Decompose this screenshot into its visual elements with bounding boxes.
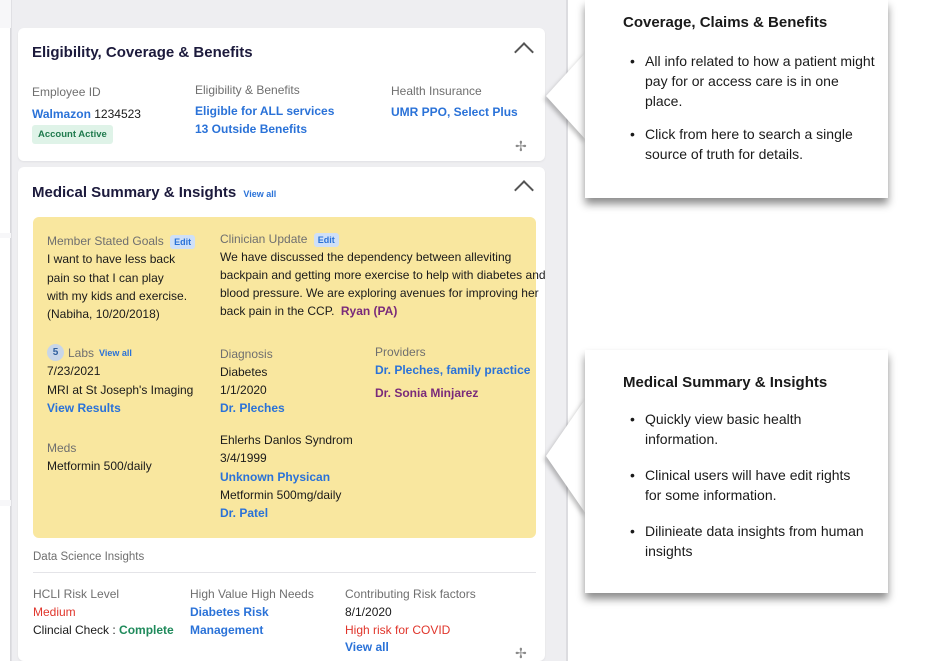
edge-card-stub — [0, 238, 11, 500]
hvhn-label: High Value High Needs — [190, 587, 314, 601]
clinician-author-link[interactable]: Ryan (PA) — [340, 304, 398, 318]
eligibility-card-title: Eligibility, Coverage & Benefits — [32, 44, 253, 61]
chevron-up-icon[interactable] — [514, 42, 534, 62]
employee-id-label: Employee ID — [32, 85, 101, 99]
data-science-heading: Data Science Insights — [33, 551, 145, 563]
goal-line: pain so that I can play — [47, 271, 164, 285]
diagnosis-doctor-link[interactable]: Dr. Pleches — [220, 401, 285, 415]
medical-card-title — [32, 184, 276, 201]
clinician-update-label-text: Clinician Update — [220, 232, 308, 246]
goal-line: with my kids and exercise. — [47, 289, 188, 303]
provider-link[interactable]: Dr. Pleches, family practice — [375, 363, 531, 377]
callout-bullet: • Click from here to search a single source of truth for details. — [627, 124, 877, 164]
goals-edit-button[interactable]: Edit — [170, 235, 195, 249]
edge-card-stub — [0, 28, 11, 233]
diagnosis-date: 1/1/2020 — [220, 383, 267, 397]
clinician-update-label — [220, 232, 339, 246]
risk-factors-view-all-link[interactable]: View all — [345, 640, 389, 654]
diagnosis-doctor-link[interactable]: Dr. Patel — [220, 506, 269, 520]
callout-bullet: • Quickly view basic health information. — [627, 409, 867, 449]
diagnosis-name: Ehlerhs Danlos Syndrom — [220, 433, 353, 447]
insurance-link[interactable]: UMR PPO, Select Plus — [391, 105, 518, 119]
callout-pointer — [546, 52, 586, 140]
member-goals-label-text: Member Stated Goals — [47, 234, 164, 248]
callout-bullet: • Clinical users will have edit rights for some information. — [627, 465, 867, 505]
account-status-badge: Account Active — [32, 125, 113, 144]
diagnosis-label: Diagnosis — [220, 347, 273, 361]
medical-callout — [585, 350, 888, 593]
outside-benefits-link[interactable]: 13 Outside Benefits — [195, 122, 308, 136]
employer-link[interactable]: Walmazon — [32, 107, 91, 121]
coverage-callout-title: Coverage, Claims & Benefits — [623, 14, 828, 31]
clinical-check-label: Clincial Check : — [33, 623, 116, 637]
eligibility-card — [18, 28, 545, 161]
insurance-label: Health Insurance — [391, 84, 482, 98]
provider-link[interactable]: Dr. Sonia Minjarez — [375, 386, 479, 400]
eligibility-label: Eligibility & Benefits — [195, 83, 300, 97]
goal-line: (Nabiha, 10/20/2018) — [47, 307, 160, 321]
labs-header — [47, 344, 132, 361]
clinician-line: We have discussed the dependency between alleviting — [220, 250, 512, 264]
labs-label: Labs — [68, 345, 95, 360]
left-edge-panel — [0, 0, 12, 661]
insights-panel — [33, 217, 546, 538]
risk-level-value: Medium — [33, 605, 76, 619]
clinician-line: blood pressure. We are exploring avenues for improving her — [220, 286, 539, 300]
callout-bullet: • Dilinieate data insights from human insights — [627, 521, 867, 561]
coverage-callout-list — [627, 51, 877, 177]
risk-factors-label: Contributing Risk factors — [345, 587, 476, 601]
medical-view-all-link[interactable]: View all — [243, 189, 277, 199]
employee-id-value — [32, 107, 141, 121]
clinical-check-status: Complete — [119, 623, 174, 637]
providers-label: Providers — [375, 345, 426, 359]
employee-id-number: 1234523 — [94, 107, 141, 121]
move-icon[interactable]: ✢ — [515, 645, 527, 661]
clinical-check — [33, 623, 174, 637]
diagnosis-name: Diabetes — [220, 365, 268, 379]
clinician-line-last — [220, 304, 397, 318]
edge-card-stub — [0, 506, 11, 661]
labs-count-badge: 5 — [47, 344, 64, 361]
hvhn-link[interactable]: Diabetes Risk — [190, 605, 269, 619]
medical-card-title-text: Medical Summary & Insights — [32, 184, 237, 201]
clinician-line-text: back pain in the CCP. — [220, 304, 335, 318]
medical-callout-title: Medical Summary & Insights — [623, 374, 828, 391]
callout-bullet: • All info related to how a patient might pay for or access care is in one place. — [627, 51, 877, 111]
risk-factor-item: High risk for COVID — [345, 623, 451, 637]
chevron-up-icon[interactable] — [514, 180, 534, 200]
labs-date: 7/23/2021 — [47, 364, 101, 378]
move-icon[interactable]: ✢ — [515, 138, 527, 154]
coverage-callout — [585, 0, 888, 198]
view-results-link[interactable]: View Results — [47, 401, 121, 415]
hvhn-link[interactable]: Management — [190, 623, 264, 637]
diagnosis-name: Metformin 500mg/daily — [220, 488, 342, 502]
diagnosis-date: 3/4/1999 — [220, 451, 267, 465]
clinician-line: backpain and getting more exercise to help with diabetes and — [220, 268, 546, 282]
member-goals-label — [47, 234, 195, 248]
medical-callout-list — [627, 409, 867, 574]
risk-factors-date: 8/1/2020 — [345, 605, 392, 619]
data-science-divider — [33, 572, 536, 573]
meds-value: Metformin 500/daily — [47, 459, 152, 473]
goal-line: I want to have less back — [47, 252, 176, 266]
eligibility-link[interactable]: Eligible for ALL services — [195, 104, 335, 118]
meds-label: Meds — [47, 441, 77, 455]
callout-pointer — [546, 398, 586, 514]
diagnosis-doctor-link[interactable]: Unknown Physican — [220, 470, 331, 484]
clinician-edit-button[interactable]: Edit — [314, 233, 339, 247]
risk-level-label: HCLI Risk Level — [33, 587, 120, 601]
labs-view-all-link[interactable]: View all — [99, 347, 132, 358]
labs-item: MRI at St Joseph's Imaging — [47, 383, 194, 397]
